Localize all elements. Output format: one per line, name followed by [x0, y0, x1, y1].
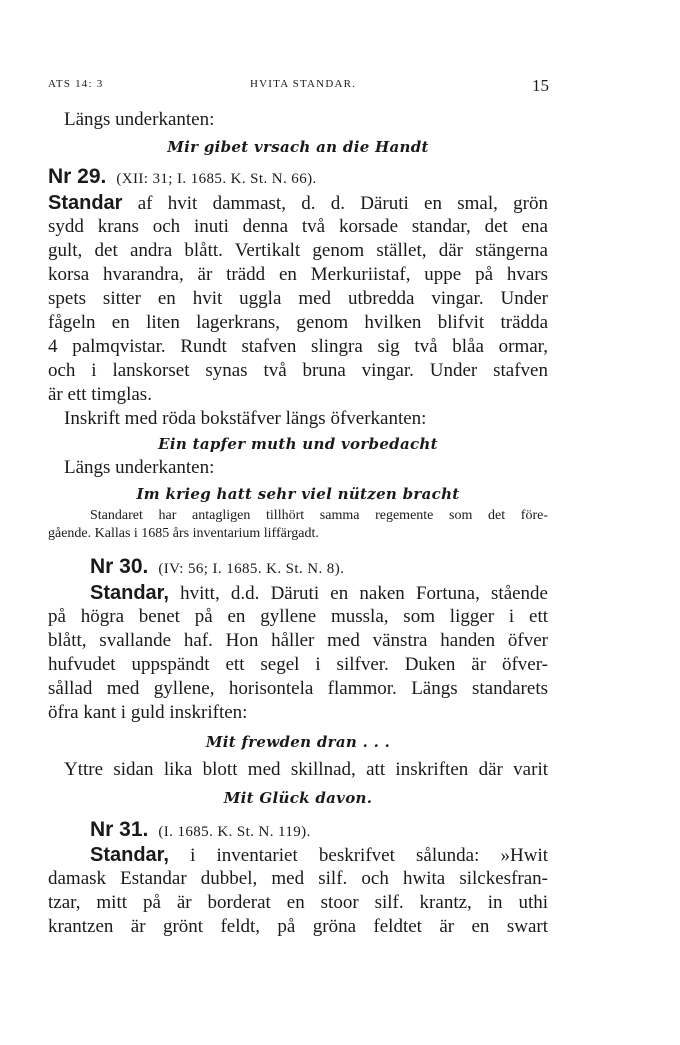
text-line: gult, det andra blått. Vertikalt genom stället, där stängerna	[48, 240, 548, 261]
inscription-text: Mit frewden dran . . .	[205, 733, 391, 751]
text-line: tzar, mitt på är borderat en stoor silf. krantz, in uthi	[48, 892, 548, 913]
text-line: hufvudet uppspändt ett segel i silfver. Duken är öfver-	[48, 654, 548, 675]
entry-term: Standar	[48, 192, 123, 214]
running-header-left: ATS 14: 3	[48, 78, 104, 90]
entry-number: Nr 29.	[48, 165, 107, 188]
text-line: 4 palmqvistar. Rundt stafven slingra sig två blåa ormar,	[48, 336, 548, 357]
entry-text: af hvit dammast, d. d. Däruti en smal, grön	[122, 193, 548, 214]
text-line: är ett timglas.	[48, 384, 152, 405]
entry-term: Standar,	[90, 582, 169, 604]
entry-reference: (IV: 56; I. 1685. K. St. N. 8).	[158, 561, 345, 577]
text-line: Yttre sidan lika blott med skillnad, att inskriften där varit	[64, 759, 548, 780]
text-line: damask Estandar dubbel, med silf. och hwita silckesfran-	[48, 868, 548, 889]
inscription-line	[48, 135, 548, 159]
entry-text: i inventariet beskrifvet sålunda: »Hwit	[168, 845, 548, 866]
inscription-text: Mit Glück davon.	[223, 789, 373, 807]
inscription-text: Mir gibet vrsach an die Handt	[167, 138, 429, 156]
entry-number: Nr 31.	[90, 818, 149, 841]
text-line	[48, 581, 548, 606]
text-line: och i lanskorset synas två bruna vingar. Under stafven	[48, 360, 548, 381]
entry-heading	[48, 555, 548, 581]
inscription-text: Ein tapfer muth und vorbedacht	[158, 435, 438, 453]
entry-heading	[48, 818, 548, 844]
text-line: blått, svallande haf. Hon håller med vänstra handen öfver	[48, 630, 548, 651]
entry-heading	[48, 165, 548, 191]
text-line: öfra kant i guld inskriften:	[48, 702, 248, 723]
inscription-line	[48, 432, 548, 456]
note-line: gående. Kallas i 1685 års inventarium liffärgadt.	[48, 526, 319, 541]
text-line: Längs underkanten:	[64, 457, 215, 478]
text-line	[48, 191, 548, 216]
inscription-line	[48, 482, 548, 506]
text-line: Inskrift med röda bokstäfver längs öfverkanten:	[64, 408, 427, 429]
entry-text: hvitt, d.d. Däruti en naken Fortuna, stående	[168, 583, 548, 604]
text-line: korsa hvarandra, är trädd en Merkuriistaf, uppe på hvars	[48, 264, 548, 285]
running-header-title: HVITA STANDAR.	[250, 78, 357, 90]
inscription-text: Im krieg hatt sehr viel nützen bracht	[136, 485, 460, 503]
text-line	[48, 843, 548, 868]
entry-reference: (XII: 31; I. 1685. K. St. N. 66).	[116, 171, 317, 187]
inscription-line	[48, 730, 548, 754]
entry-reference: (I. 1685. K. St. N. 119).	[158, 824, 311, 840]
entry-term: Standar,	[90, 844, 169, 866]
text-line: spets sitter en hvit uggla med utbredda vingar. Under	[48, 288, 548, 309]
text-line: Längs underkanten:	[64, 109, 215, 130]
text-line: krantzen är grönt feldt, på gröna feldtet är en swart	[48, 916, 548, 937]
text-line: på högra benet på en gyllene mussla, som ligger i ett	[48, 606, 548, 627]
page-number: 15	[532, 76, 549, 95]
entry-number: Nr 30.	[90, 555, 149, 578]
inscription-line	[48, 786, 548, 810]
note-line: Standaret har antagligen tillhört samma regemente som det före-	[90, 508, 548, 523]
text-line: fågeln en liten lagerkrans, genom hvilken blifvit trädda	[48, 312, 548, 333]
text-line: sydd krans och inuti denna två korsade standar, det ena	[48, 216, 548, 237]
text-line: sållad med gyllene, horisontela flammor. Längs standarets	[48, 678, 548, 699]
